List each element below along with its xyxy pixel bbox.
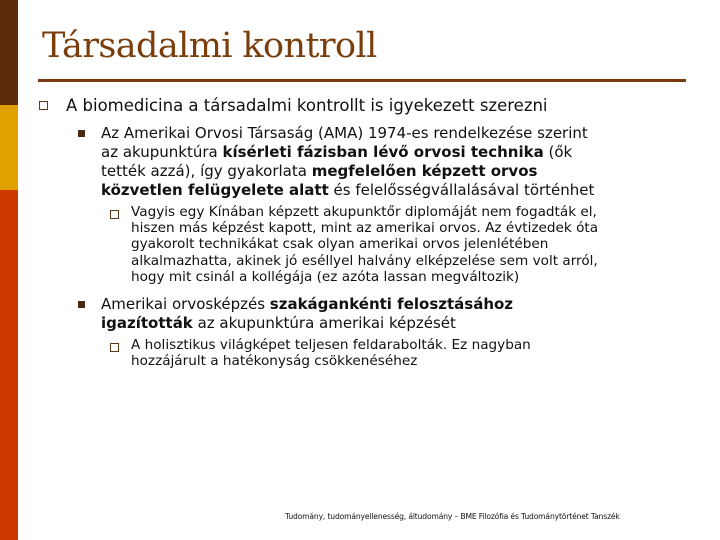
item1-line4: közvetlen felügyelete alatt és felelősségvállalásával történhet xyxy=(101,181,595,199)
item1-line1: Az Amerikai Orvosi Társaság (AMA) 1974-es rendelkezése szerint xyxy=(101,124,588,142)
left-accent-bar xyxy=(0,0,18,540)
item2-line2: igazították az akupunktúra amerikai képzését xyxy=(101,314,456,332)
item1-sub-line4: alkalmazhatta, akinek jó eséllyel halvány elképzelése sem volt arról, xyxy=(131,252,598,269)
item1-sub-line1: Vagyis egy Kínában képzett akupunktőr diplomáját nem fogadták el, xyxy=(131,204,597,220)
item1-line3: tették azzá), így gyakorlata megfelelően képzett orvos xyxy=(101,162,538,180)
title-divider xyxy=(38,79,686,82)
hollow-square-bullet-icon xyxy=(110,210,119,219)
item1-sub-text xyxy=(131,204,598,285)
item1-sub-line5: hogy mit csinál a kollégája (ez azóta lassan megváltozik) xyxy=(131,268,520,285)
accent-segment-middle xyxy=(0,105,18,190)
solid-square-bullet-icon xyxy=(78,130,85,137)
hollow-square-bullet-icon xyxy=(110,343,119,352)
item1-line2: az akupunktúra kísérleti fázisban lévő orvosi technika (ők xyxy=(101,143,573,161)
accent-segment-top xyxy=(0,0,18,105)
item2-text xyxy=(101,295,513,333)
slide-footer: Tudomány, tudományellenesség, áltudomány – BME Filozófia és Tudománytörténet Tanszék xyxy=(285,512,620,521)
slide-title: Társadalmi kontroll xyxy=(42,26,377,66)
item2-sub-line2: hozzájárult a hatékonyság csökkenéséhez xyxy=(131,353,418,370)
item2-sub-text xyxy=(131,337,531,369)
item1-sub-line2: hiszen más képzést kapott, mint az amerikai orvos. Az évtizedek óta xyxy=(131,220,599,237)
hollow-square-bullet-icon xyxy=(39,101,48,110)
item1-sub-line3: gyakorolt technikákat csak olyan amerikai orvos jelenlétében xyxy=(131,236,549,253)
level1-text: A biomedicina a társadalmi kontrollt is igyekezett szerezni xyxy=(66,96,548,115)
item2-sub-line1: A holisztikus világképet teljesen feldarabolták. Ez nagyban xyxy=(131,337,531,353)
accent-segment-bottom xyxy=(0,190,18,540)
solid-square-bullet-icon xyxy=(78,301,85,308)
item1-text xyxy=(101,124,594,200)
item2-line1: Amerikai orvosképzés szakágankénti felosztásához xyxy=(101,295,514,313)
